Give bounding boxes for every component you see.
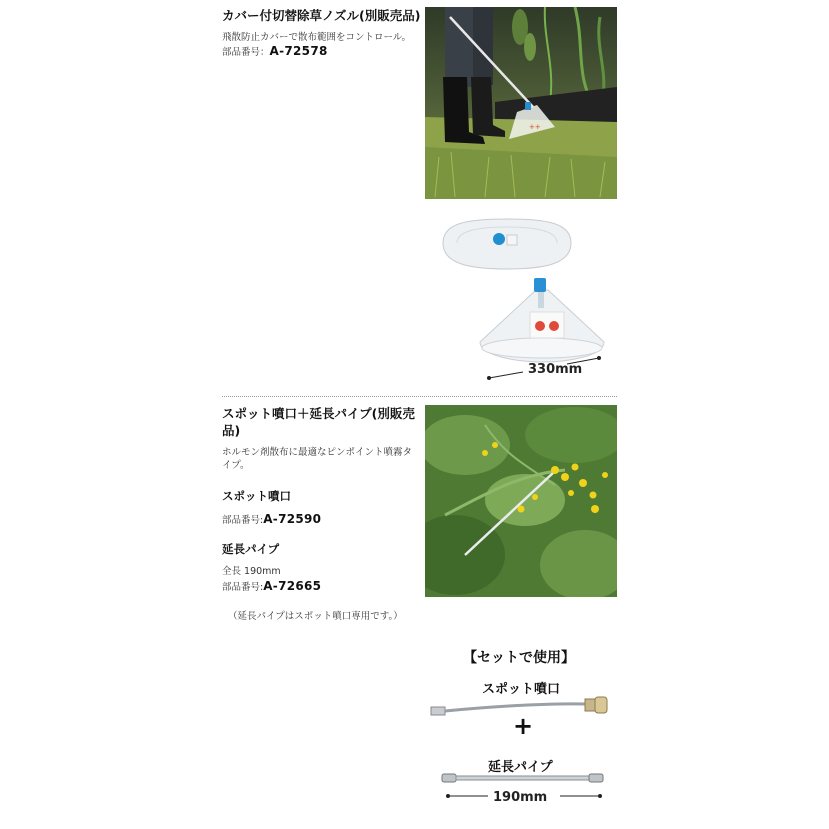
part-number-value: A-72578 — [269, 44, 328, 58]
cover-dimension-label: 330mm — [528, 362, 583, 377]
spot-nozzle-heading: スポット噴口 — [222, 489, 291, 503]
extension-pipe-part-number — [222, 579, 321, 595]
part-number-label: 部品番号： — [222, 47, 270, 58]
cover-side-view-image — [478, 272, 606, 367]
extension-pipe-illustration — [440, 770, 605, 786]
pipe-dimension-label: 190mm — [493, 790, 548, 805]
extension-pipe-length: 全長 190mm — [222, 566, 281, 577]
tomato-spraying-photo — [425, 405, 617, 597]
extension-pipe-heading: 延長パイプ — [222, 542, 280, 556]
set-spot-nozzle-label: スポット噴口 — [482, 682, 561, 697]
section-divider — [222, 396, 617, 397]
cover-nozzle-description: 飛散防止カバーで散布範囲をコントロール。 — [222, 32, 412, 43]
cover-top-view-image — [437, 213, 577, 275]
set-use-heading: 【セットで使用】 — [463, 650, 575, 666]
spot-nozzle-description: ホルモン剤散布に最適なピンポイント噴霧タイプ。 — [222, 447, 413, 471]
part-number-label: 部品番号: — [222, 515, 264, 526]
spot-nozzle-title-line2: 品) — [222, 423, 241, 438]
svg-text:++: ++ — [529, 123, 541, 131]
set-extension-pipe-label: 延長パイプ — [488, 760, 553, 775]
part-number-label: 部品番号: — [222, 582, 264, 593]
cover-nozzle-title: カバー付切替除草ノズル(別販売品) — [222, 8, 421, 23]
cover-nozzle-part-number — [222, 44, 328, 60]
spot-nozzle-title-line1: スポット噴口＋延長パイプ(別販売 — [222, 406, 415, 421]
part-number-value: A-72590 — [263, 512, 322, 526]
part-number-value: A-72665 — [263, 579, 322, 593]
weeding-nozzle-photo — [425, 7, 617, 199]
plus-sign: + — [513, 712, 534, 740]
spot-nozzle-part-number — [222, 512, 321, 528]
extension-pipe-note: （延長パイプはスポット噴口専用です。） — [228, 611, 403, 622]
